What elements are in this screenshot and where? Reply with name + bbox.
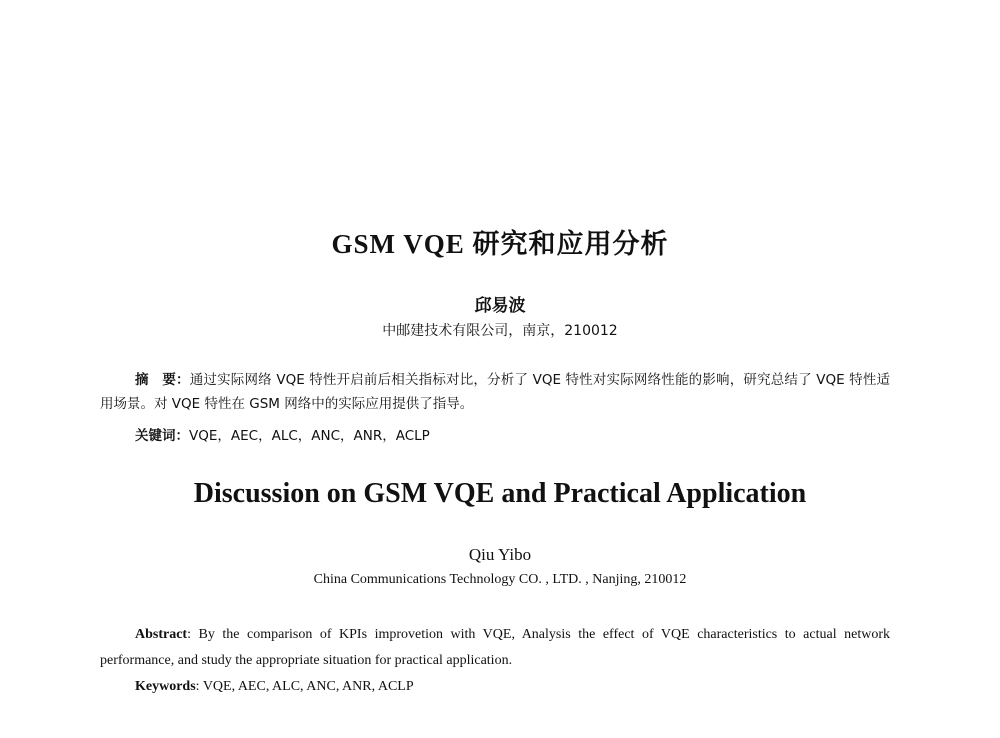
english-title: Discussion on GSM VQE and Practical Application bbox=[193, 478, 807, 509]
english-keywords-separator: : bbox=[195, 679, 203, 694]
english-author: Qiu Yibo bbox=[468, 545, 532, 564]
chinese-abstract-label: 摘 要： bbox=[135, 372, 190, 388]
chinese-affiliation: 中邮建技术有限公司，南京，210012 bbox=[382, 323, 618, 339]
english-abstract bbox=[100, 622, 890, 674]
english-abstract-text: By the comparison of KPIs improvetion with VQE, Analysis the effect of VQE characteristics to actual network performance, and study the appropriate situation for practical application. bbox=[100, 627, 891, 668]
english-keywords-text: VQE, AEC, ALC, ANC, ANR, ACLP bbox=[202, 679, 414, 694]
english-keywords bbox=[135, 679, 414, 695]
chinese-keywords-text: VQE，AEC，ALC，ANC，ANR，ACLP bbox=[189, 428, 430, 444]
english-affiliation: China Communications Technology CO. , LTD. , Nanjing, 210012 bbox=[313, 572, 687, 587]
english-abstract-label: Abstract bbox=[135, 627, 188, 642]
english-keywords-label: Keywords bbox=[135, 679, 196, 694]
chinese-abstract-text: 通过实际网络 VQE 特性开启前后相关指标对比，分析了 VQE 特性对实际网络性能的影响，研究总结了 VQE 特性适用场景。对 VQE 特性在 GSM 网络中的实际应用提供了指导。 bbox=[100, 372, 891, 412]
english-abstract-separator: : bbox=[187, 627, 199, 642]
chinese-author: 邱易波 bbox=[474, 296, 526, 316]
chinese-keywords-label: 关键词： bbox=[135, 428, 189, 444]
chinese-keywords bbox=[135, 424, 430, 444]
chinese-title: GSM VQE 研究和应用分析 bbox=[331, 229, 669, 259]
chinese-abstract bbox=[100, 368, 890, 416]
